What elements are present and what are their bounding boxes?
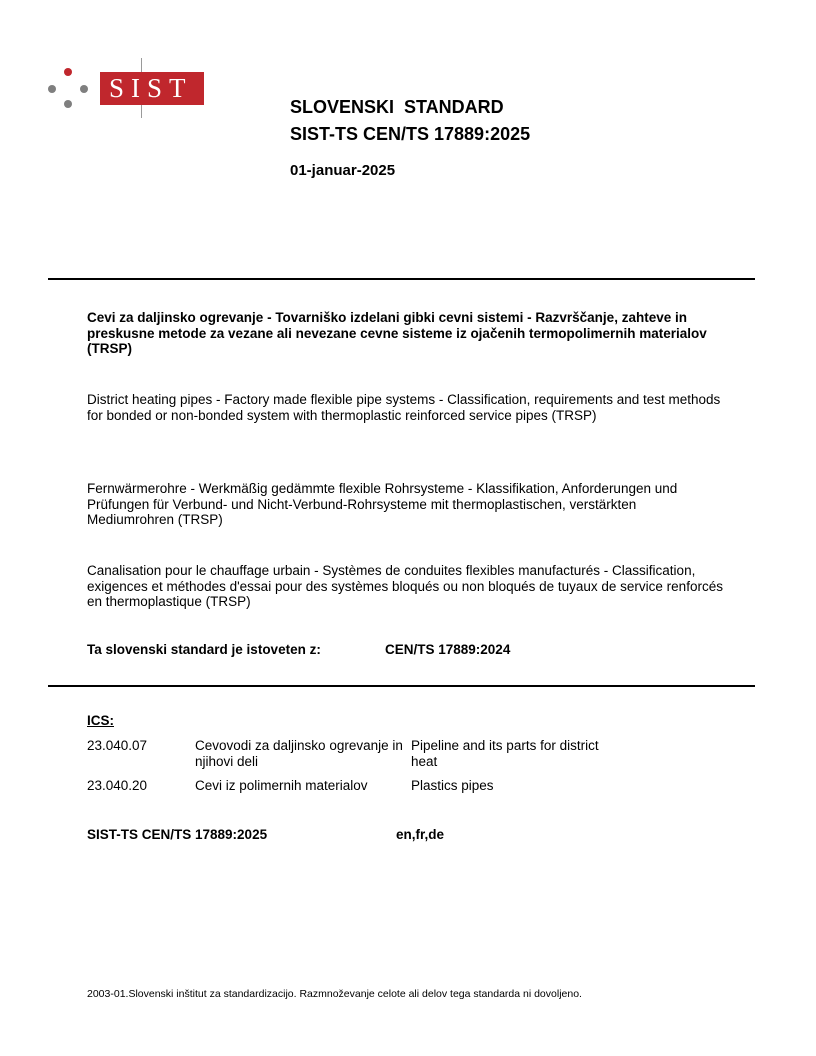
standard-kind: SLOVENSKI STANDARD (290, 97, 504, 117)
title-slovene: Cevi za daljinsko ogrevanje - Tovarniško izdelani gibki cevni sistemi - Razvrščanje, zahteve in preskusne metode za vezane ali nevezane cevne sisteme iz ojačenih termopolimernih materialov (TRSP) (87, 310, 707, 356)
ics-code: 23.040.07 (87, 738, 148, 753)
identity-label: Ta slovenski standard je istoveten z: (87, 642, 321, 657)
ics-description-sl: Cevi iz polimernih materialov (195, 778, 368, 793)
ics-description-en: Pipeline and its parts for district heat (411, 738, 599, 769)
title-french: Canalisation pour le chauffage urbain - Systèmes de conduites flexibles manufacturés - Classification, exigences et méthodes d'essai pour des systèmes bloqués ou non bloqués de tuyaux de service renforcés en thermoplastique (TRSP) (87, 563, 723, 609)
identity-value: CEN/TS 17889:2024 (385, 642, 511, 657)
logo-dot-1 (48, 85, 56, 93)
summary-languages: en,fr,de (396, 827, 445, 842)
standard-designation: SIST-TS CEN/TS 17889:2025 (290, 124, 531, 144)
title-english: District heating pipes - Factory made flexible pipe systems - Classification, requirements and test methods for bonded or non-bonded system with thermoplastic reinforced service pipes (TRSP) (87, 392, 721, 423)
logo-wordmark: SIST (100, 72, 204, 105)
title-german: Fernwärmerohre - Werkmäßig gedämmte flexible Rohrsysteme - Klassifikation, Anforderungen und Prüfungen für Verbund- und Nicht-Verbund-Rohrsysteme mit thermoplastischen, verstärkten Mediumrohren (TRSP) (87, 481, 678, 527)
copyright-footer: 2003-01.Slovenski inštitut za standardizacijo. Razmnoževanje celote ali delov tega standarda ni dovoljeno. (87, 988, 582, 1000)
ics-row (87, 778, 727, 796)
logo-dot-4 (80, 85, 88, 93)
ics-heading: ICS: (87, 713, 114, 728)
ics-row (87, 738, 727, 772)
publication-date: 01-januar-2025 (290, 162, 396, 179)
top-rule (48, 278, 755, 280)
logo-dot-3 (64, 100, 72, 108)
middle-rule (48, 685, 755, 687)
summary-designation: SIST-TS CEN/TS 17889:2025 (87, 827, 268, 842)
ics-description-sl: Cevovodi za daljinsko ogrevanje in njihovi deli (195, 738, 403, 769)
logo-dot-2 (64, 68, 72, 76)
ics-description-en: Plastics pipes (411, 778, 494, 793)
ics-code: 23.040.20 (87, 778, 148, 793)
